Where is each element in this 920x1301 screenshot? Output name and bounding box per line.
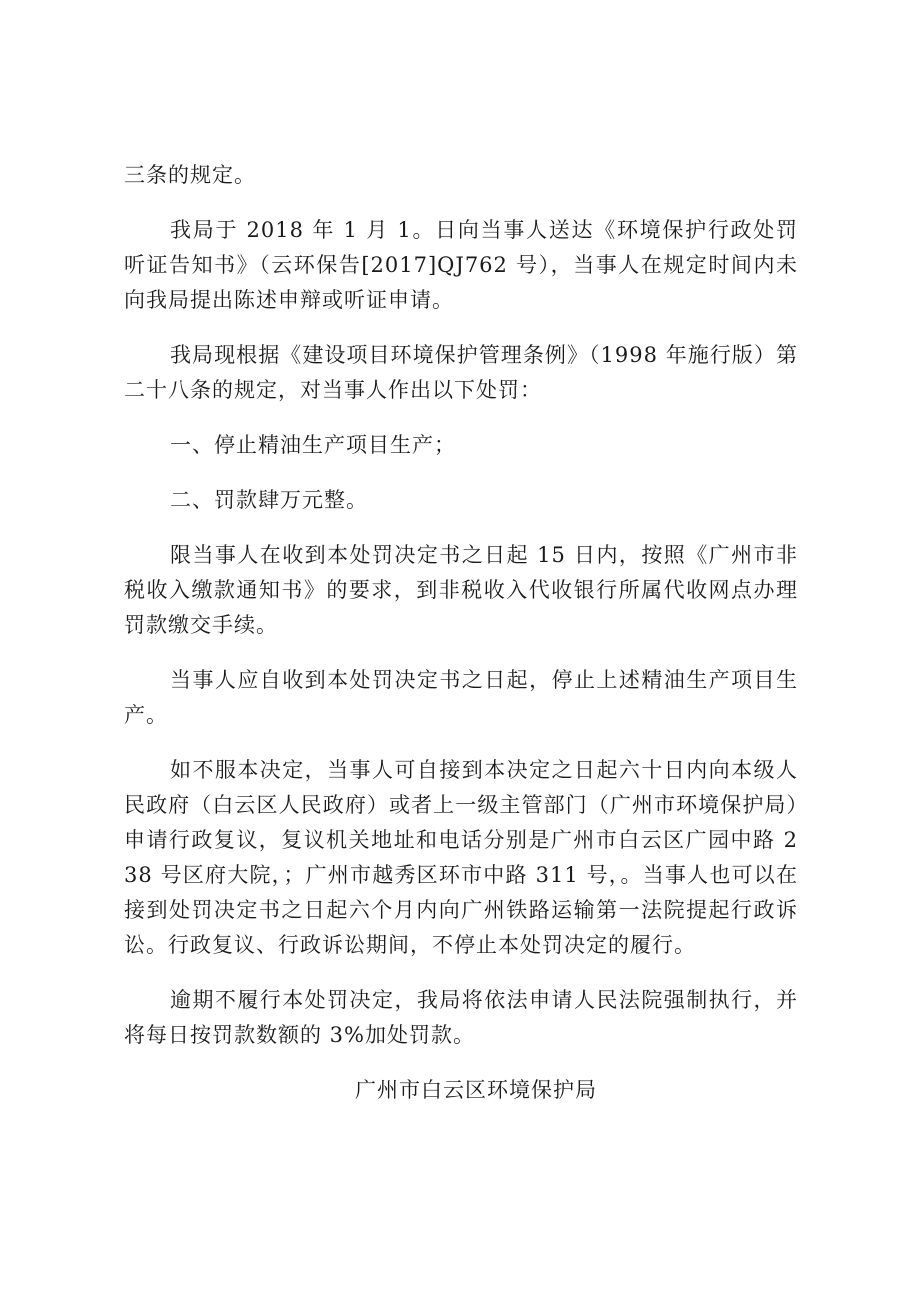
issuer-signature: 广州市白云区环境保护局 [355,1078,597,1102]
paragraph-appeal: 如不服本决定，当事人可自接到本决定之日起六十日内向本级人民政府（白云区人民政府）或者上一级主管部门（广州市环境保护局）申请行政复议，复议机关地址和电话分别是广州市白云区广园中路 238 号区府大院，；广州市越秀区环市中路 311 号，。当事人也可以在接到处罚决定书之日起六个月内向广州铁路运输第一法院提起行政诉讼。行政复议、行政诉讼期间，不停止本处罚决定的履行。 [124,758,798,957]
penalty-item-1: 一、停止精油生产项目生产； [170,433,456,457]
document-body [124,158,798,1108]
penalty-item-2: 二、罚款肆万元整。 [170,488,368,512]
paragraph-payment: 限当事人在收到本处罚决定书之日起 15 日内，按照《广州市非税收入缴款通知书》的要求，到非税收入代收银行所属代收网点办理罚款缴交手续。 [124,543,798,637]
paragraph-legal-basis: 我局现根据《建设项目环境保护管理条例》（1998 年施行版）第二十八条的规定，对当事人作出以下处罚： [124,343,798,402]
paragraph-enforcement: 逾期不履行本处罚决定，我局将依法申请人民法院强制执行，并将每日按罚款数额的 3%加处罚款。 [124,988,798,1047]
paragraph-continuation: 三条的规定。 [124,163,256,187]
paragraph-stop-production: 当事人应自收到本处罚决定书之日起，停止上述精油生产项目生产。 [124,668,798,727]
paragraph-hearing-notice: 我局于 2018 年 1 月 1。日向当事人送达《环境保护行政处罚听证告知书》（云环保告[2017]QJ762 号），当事人在规定时间内未向我局提出陈述申辩或听证申请。 [124,218,798,312]
